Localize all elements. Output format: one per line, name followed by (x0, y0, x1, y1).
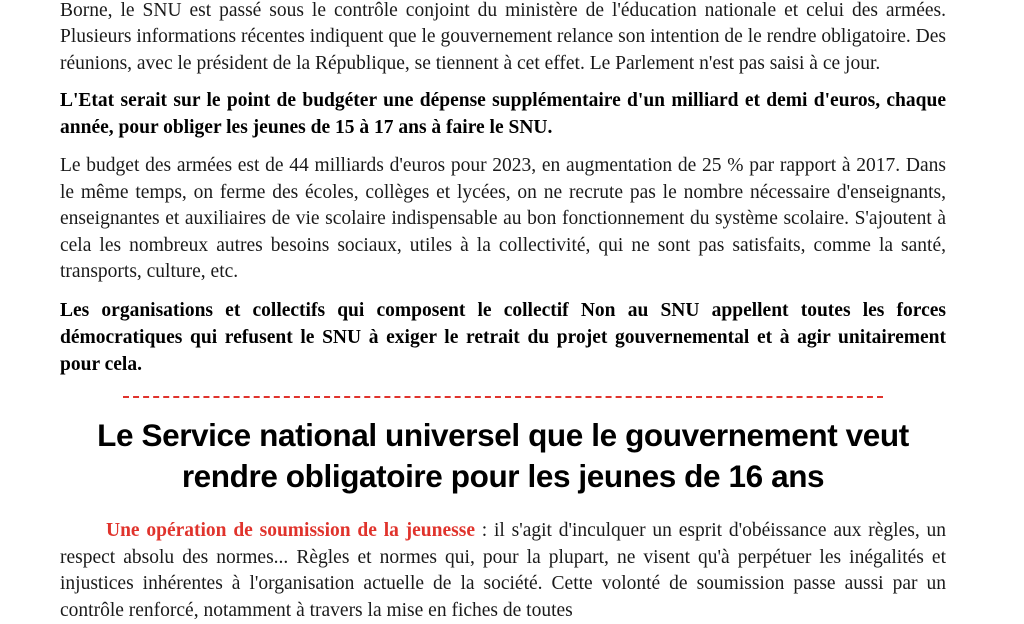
lead-body: : il s'agit d'inculquer un esprit d'obéissance aux règles, un respect absolu des normes... Règles et normes qui, pour la plupart, ne visent qu'à perpétuer les inégalités et injustices inhérentes à l'organisation actuelle de la société. Cette volonté de soumission passe aussi par un contrôle renforcé, notamment à travers la mise en fiches de toutes (60, 520, 946, 621)
paragraph-intro: Borne, le SNU est passé sous le contrôle conjoint du ministère de l'éducation nationale et celui des armées. Plusieurs informations récentes indiquent que le gouvernement relance son intention de le rendre obligatoire. Des réunions, avec le président de la République, se tiennent à cet effet. Le Parlement n'est pas saisi à ce jour. (60, 0, 946, 74)
spacer (60, 285, 946, 298)
paragraph-lead (60, 518, 946, 624)
spacer (60, 77, 946, 88)
paragraph-budget-highlight: L'Etat serait sur le point de budgéter une dépense supplémentaire d'un milliard et demi d'euros, chaque année, pour obliger les jeunes de 15 à 17 ans à faire le SNU. (60, 90, 946, 138)
document-content (60, 0, 946, 624)
lead-emphasis: Une opération de soumission de la jeunesse (106, 520, 475, 542)
spacer (60, 141, 946, 153)
paragraph-budget-details: Le budget des armées est de 44 milliards d'euros pour 2023, en augmentation de 25 % par rapport à 2017. Dans le même temps, on ferme des écoles, collèges et lycées, on ne recrute pas le nombre nécessaire d'enseignants, enseignantes et auxiliaires de vie scolaire indispensable au bon fonctionnement du système scolaire. S'ajoutent à cela les nombreux autres besoins sociaux, utiles à la collectivité, qui ne sont pas satisfaits, comme la santé, transports, culture, etc. (60, 155, 946, 283)
paragraph-call-to-action: Les organisations et collectifs qui composent le collectif Non au SNU appellent toutes les forces démocratiques qui refusent le SNU à exiger le retrait du projet gouvernemental et à agir unitairement pour cela. (60, 300, 946, 375)
section-divider (123, 396, 883, 398)
page-title: Le Service national universel que le gouvernement veut rendre obligatoire pour les jeunes de 16 ans (97, 417, 909, 495)
